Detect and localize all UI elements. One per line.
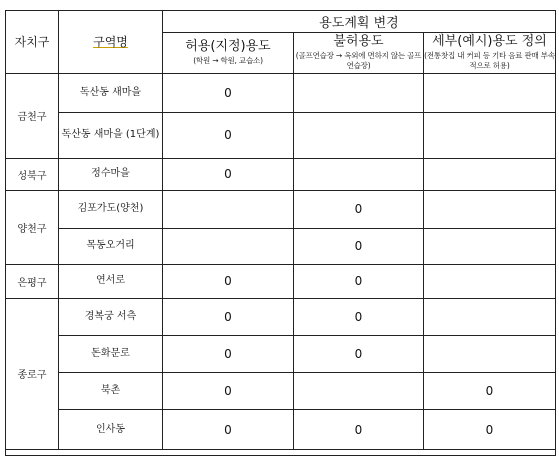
table-row xyxy=(6,190,556,228)
table-row xyxy=(6,373,556,410)
allowed-use-cell: 0 xyxy=(163,113,294,158)
allowed-use-note: (학원 → 학원, 교습소) xyxy=(193,56,263,66)
disallowed-use-title: 불허용도 xyxy=(333,34,384,50)
detail-use-cell: 0 xyxy=(424,410,556,449)
area-cell: 돈화문로 xyxy=(59,336,163,373)
area-cell: 목동오거리 xyxy=(59,228,163,264)
table-row xyxy=(6,113,556,158)
area-cell: 북촌 xyxy=(59,373,163,410)
table-row xyxy=(6,336,556,373)
detail-use-cell xyxy=(424,264,556,298)
allowed-use-cell xyxy=(163,228,294,264)
area-cell: 김포가도(양천) xyxy=(59,190,163,228)
area-header xyxy=(59,11,163,74)
area-cell: 연서로 xyxy=(59,264,163,298)
disallowed-use-cell: 0 xyxy=(294,410,424,449)
disallowed-use-cell: 0 xyxy=(294,264,424,298)
table-row xyxy=(6,410,556,449)
disallowed-use-note: (골프연습장 → 옥외에 면하지 않는 골프연습장) xyxy=(295,51,422,71)
table-row xyxy=(6,298,556,335)
district-cell: 종로구 xyxy=(6,298,59,449)
detail-use-cell xyxy=(424,113,556,158)
area-cell: 정수마을 xyxy=(59,158,163,190)
detail-use-header xyxy=(424,32,556,73)
detail-use-cell xyxy=(424,190,556,228)
area-cell: 독산동 새마을 (1단계) xyxy=(59,113,163,158)
detail-use-cell xyxy=(424,228,556,264)
area-cell: 인사동 xyxy=(59,410,163,449)
detail-use-cell xyxy=(424,298,556,335)
detail-use-cell xyxy=(424,336,556,373)
detail-use-note: (전통찻집 내 커피 등 기타 음료 판매 부속적으로 허용) xyxy=(424,51,555,71)
plan-change-group-header: 용도계획 변경 xyxy=(163,11,556,33)
disallowed-use-cell: 0 xyxy=(294,336,424,373)
allowed-use-cell: 0 xyxy=(163,298,294,335)
district-cell: 양천구 xyxy=(6,190,59,264)
district-cell: 성북구 xyxy=(6,158,59,190)
disallowed-use-cell: 0 xyxy=(294,298,424,335)
plan-change-table xyxy=(5,10,556,456)
detail-use-cell xyxy=(424,73,556,112)
disallowed-use-cell xyxy=(294,113,424,158)
table-row xyxy=(6,73,556,112)
allowed-use-cell: 0 xyxy=(163,73,294,112)
area-cell: 경복궁 서측 xyxy=(59,298,163,335)
detail-use-title: 세부(예시)용도 정의 xyxy=(432,34,547,50)
allowed-use-cell: 0 xyxy=(163,158,294,190)
district-cell: 은평구 xyxy=(6,264,59,298)
allowed-use-cell: 0 xyxy=(163,373,294,410)
allowed-use-cell: 0 xyxy=(163,410,294,449)
table-row xyxy=(6,158,556,190)
allowed-use-title: 허용(지정)용도 xyxy=(185,39,271,55)
allowed-use-cell: 0 xyxy=(163,336,294,373)
detail-use-cell: 0 xyxy=(424,373,556,410)
table-row xyxy=(6,264,556,298)
district-header: 자치구 xyxy=(6,11,59,74)
area-header-label: 구역명 xyxy=(93,35,128,50)
disallowed-use-cell: 0 xyxy=(294,190,424,228)
allowed-use-header xyxy=(163,32,294,73)
detail-use-cell xyxy=(424,158,556,190)
disallowed-use-cell xyxy=(294,73,424,112)
disallowed-use-header xyxy=(294,32,424,73)
district-cell: 금천구 xyxy=(6,73,59,158)
area-cell: 독산동 새마을 xyxy=(59,73,163,112)
table-row xyxy=(6,228,556,264)
disallowed-use-cell: 0 xyxy=(294,228,424,264)
disallowed-use-cell xyxy=(294,373,424,410)
allowed-use-cell xyxy=(163,190,294,228)
disallowed-use-cell xyxy=(294,158,424,190)
allowed-use-cell: 0 xyxy=(163,264,294,298)
